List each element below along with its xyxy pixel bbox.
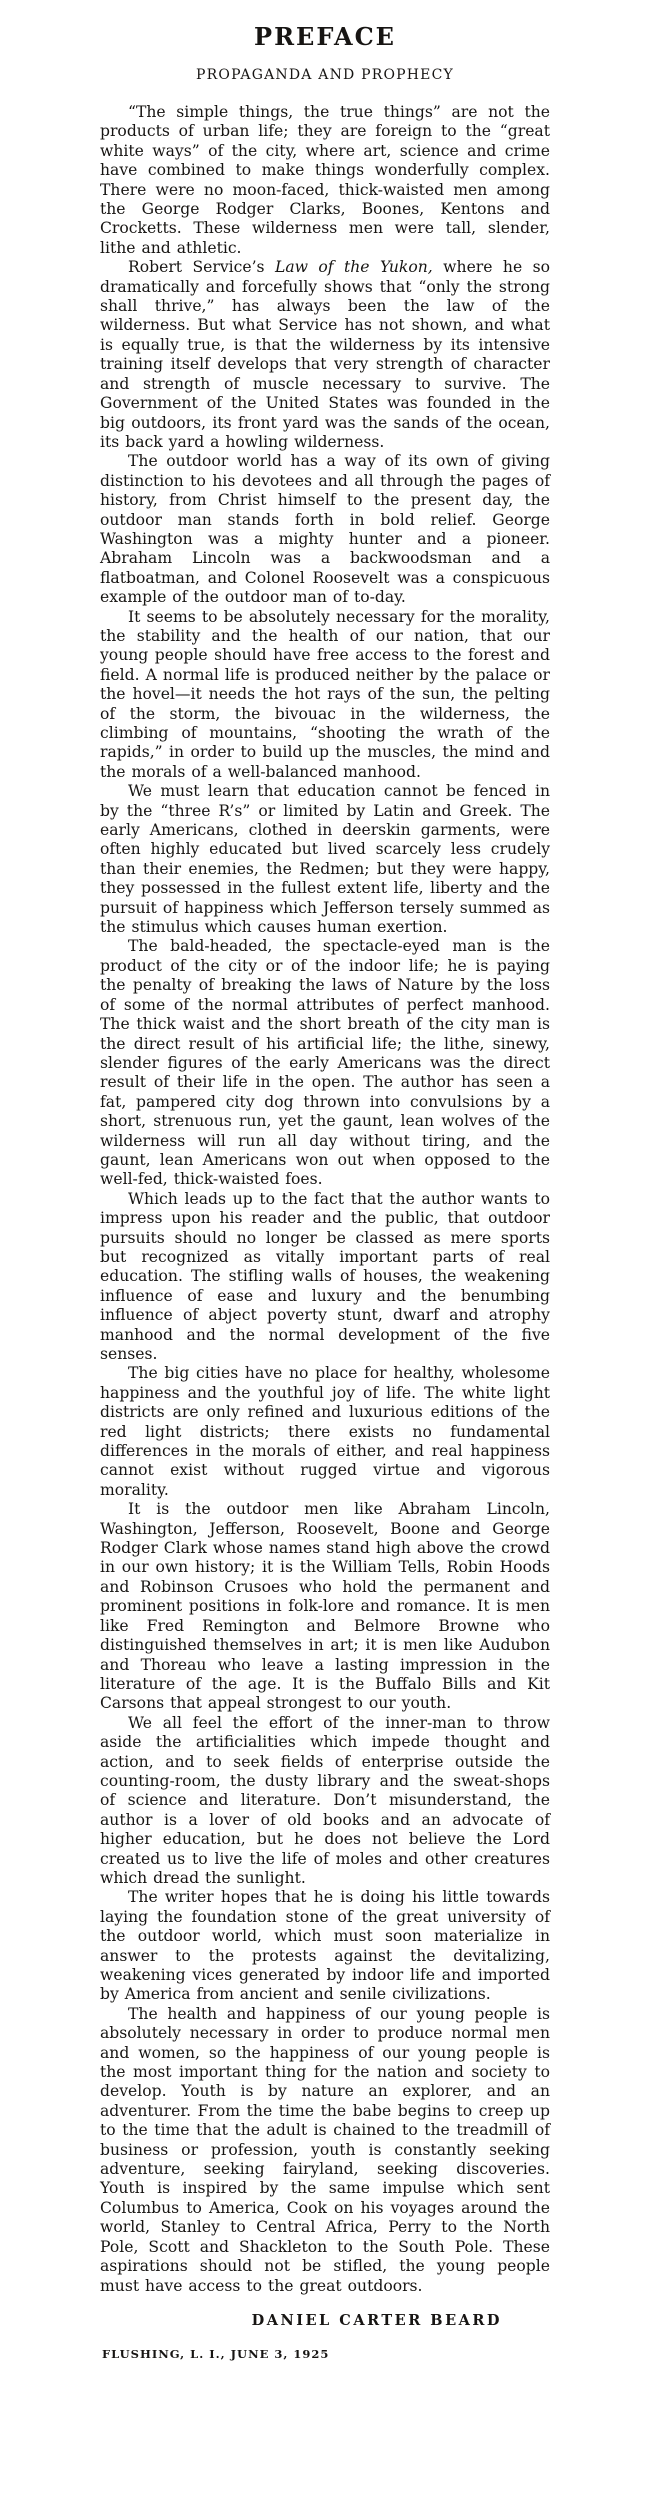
page-title: PREFACE xyxy=(254,22,396,51)
paragraph-8: The big cities have no place for healthy, wholesome happiness and the youthful joy of life. The white light districts are only refined and luxurious editions of the red light districts; there exists no fundamental differences in the morals of either, and real happiness cannot exist without rugged virtue and vigorous morality. xyxy=(100,1364,550,1499)
paragraph-5: We must learn that education cannot be fenced in by the “three R’s” or limited by Latin and Greek. The early Americans, clothed in deerskin garments, were often highly educated but lived scarcely less crudely than their enemies, the Redmen; but they were happy, they possessed in the fullest extent life, liberty and the pursuit of happiness which Jefferson tersely summed as the stimulus which causes human exertion. xyxy=(100,782,550,937)
author-signature: DANIEL CARTER BEARD xyxy=(251,2311,502,2329)
paragraph-12: The health and happiness of our young people is absolutely necessary in order to produce normal men and women, so the happiness of our young people is the most important thing for the nation and society to develop. Youth is by nature an explorer, and an adventurer. From the time the babe begins to creep up to the time that the adult is chained to the treadmill of business or profession, youth is constantly seeking adventure, seeking fairyland, seeking discoveries. Youth is inspired by the same impulse which sent Columbus to America, Cook on his voyages around the world, Stanley to Central Africa, Perry to the North Pole, Scott and Shackleton to the South Pole. These aspirations should not be stifled, the young people must have access to the great outdoors. xyxy=(100,2004,550,2295)
paragraph-text: Robert Service’s xyxy=(128,258,275,277)
paragraph-4: It seems to be absolutely necessary for the morality, the stability and the health of our nation, that our young people should have free access to the forest and field. A normal life is produced neither by the palace or the hovel—it needs the hot rays of the sun, the pelting of the storm, the bivouac in the wilderness, the climbing of mountains, “shooting the wrath of the rapids,” in order to build up the muscles, the mind and the morals of a well-balanced manhood. xyxy=(100,607,550,781)
preface-body xyxy=(100,103,550,2296)
page-subtitle: PROPAGANDA AND PROPHECY xyxy=(196,67,454,83)
book-title-italic: Law of the Yukon, xyxy=(274,258,433,277)
paragraph-10: We all feel the effort of the inner-man to throw aside the artificialities which impede thought and action, and to seek fields of enterprise outside the counting-room, the dusty library and the sweat-shops of science and literature. Don’t misunderstand, the author is a lover of old books and an advocate of higher education, but he does not believe the Lord created us to live the life of moles and other creatures which dread the sunlight. xyxy=(100,1713,550,1887)
paragraph-1: “The simple things, the true things” are not the products of urban life; they are foreign to the “great white ways” of the city, where art, science and crime have combined to make things wonderfully complex. There were no moon-faced, thick-waisted men among the George Rodger Clarks, Boones, Kentons and Crocketts. These wilderness men were tall, slender, lithe and athletic. xyxy=(100,103,550,257)
paragraph-11: The writer hopes that he is doing his little towards laying the foundation stone of the great university of the outdoor world, which must soon materialize in answer to the protests against the devitalizing, weakening vices generated by indoor life and imported by America from ancient and senile civilizations. xyxy=(100,1888,550,2004)
paragraph-3: The outdoor world has a way of its own of giving distinction to his devotees and all through the pages of history, from Christ himself to the present day, the outdoor man stands forth in bold relief. George Washington was a mighty hunter and a pioneer. Abraham Lincoln was a backwoodsman and a flatboatman, and Colonel Roosevelt was a conspicuous example of the outdoor man of to-day. xyxy=(100,452,550,607)
paragraph-7: Which leads up to the fact that the author wants to impress upon his reader and the public, that outdoor pursuits should no longer be classed as mere sports but recognized as vitally important parts of real education. The stifling walls of houses, the weakening influence of ease and luxury and the benumbing influence of abject poverty stunt, dwarf and atrophy manhood and the normal development of the five senses. xyxy=(100,1189,550,1363)
dateline: FLUSHING, L. I., JUNE 3, 1925 xyxy=(102,2346,330,2361)
paragraph-9: It is the outdoor men like Abraham Lincoln, Washington, Jefferson, Roosevelt, Boone and George Rodger Clark whose names stand high above the crowd in our own history; it is the William Tells, Robin Hoods and Robinson Crusoes who hold the permanent and prominent positions in folk-lore and romance. It is men like Fred Remington and Belmore Browne who distinguished themselves in art; it is men like Audubon and Thoreau who leave a lasting impression in the literature of the age. It is the Buffalo Bills and Kit Carsons that appeal strongest to our youth. xyxy=(100,1500,550,1713)
paragraph-2 xyxy=(100,258,550,452)
paragraph-text: where he so dramatically and forcefully shows that “only the strong shall thrive,” has always been the law of the wilderness. But what Service has not shown, and what is equally true, is that the wilderness by its intensive training itself develops that very strength of character and strength of muscle necessary to survive. The Government of the United States was founded in the big outdoors, its front yard was the sands of the ocean, its back yard a howling wilderness. xyxy=(100,258,550,451)
paragraph-6: The bald-headed, the spectacle-eyed man is the product of the city or of the indoor life; he is paying the penalty of breaking the laws of Nature by the loss of some of the normal attributes of perfect manhood. The thick waist and the short breath of the city man is the direct result of his artificial life; the lithe, sinewy, slender figures of the early Americans was the direct result of their life in the open. The author has seen a fat, pampered city dog thrown into convulsions by a short, strenuous run, yet the gaunt, lean wolves of the wilderness will run all day without tiring, and the gaunt, lean Americans won out when opposed to the well-fed, thick-waisted foes. xyxy=(100,937,550,1189)
